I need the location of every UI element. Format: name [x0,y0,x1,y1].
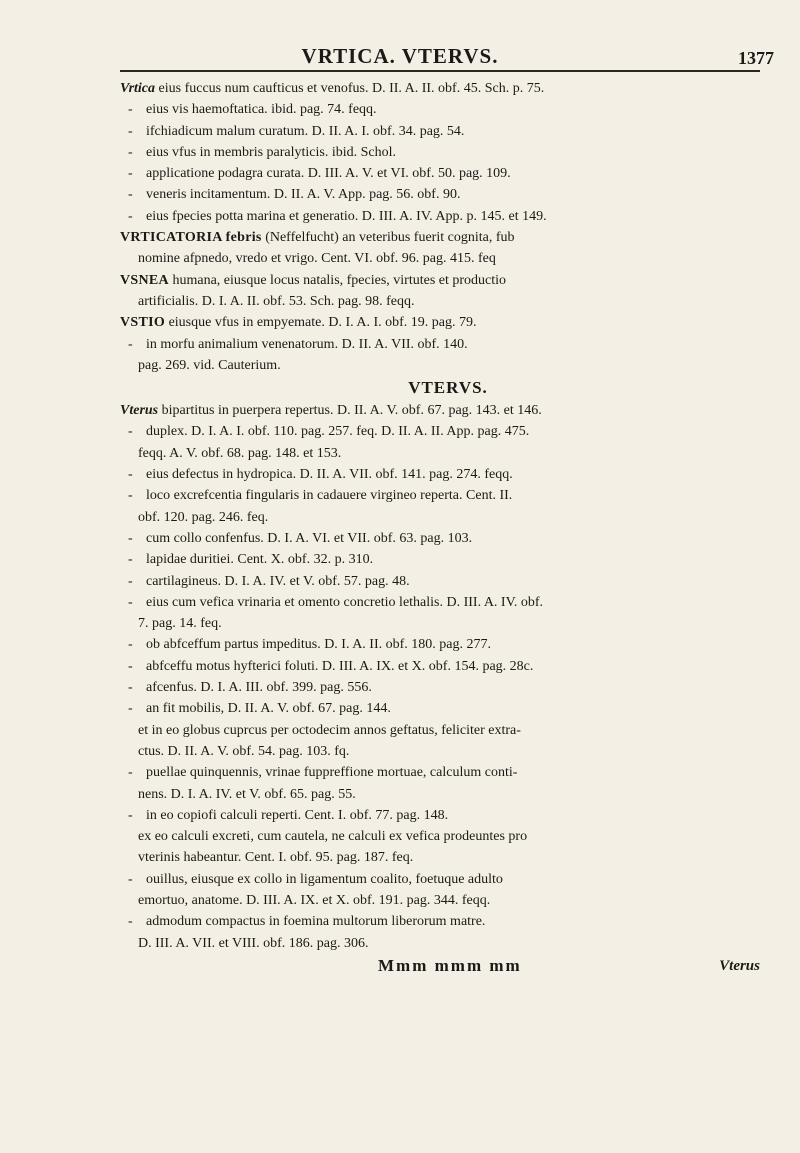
entry-text: eius vis haemoftatica. ibid. pag. 74. feqq. [146,102,377,118]
index-line [120,312,768,333]
entry-text: afcenfus. D. I. A. III. obf. 399. pag. 556. [146,680,372,696]
repeat-dash: - [128,336,133,352]
index-line [120,270,768,291]
index-line [128,741,768,762]
repeat-dash: - [128,488,133,504]
index-line [120,78,768,99]
entry-text: nomine afpnedo, vredo et vrigo. Cent. VI. obf. 96. pag. 415. feq [138,251,496,267]
repeat-dash: - [128,208,133,224]
index-line [128,890,768,911]
entry-text: ob abfceffum partus impeditus. D. I. A. II. obf. 180. pag. 277. [146,637,492,653]
index-line [128,720,768,741]
index-line [128,805,768,826]
entry-text: feqq. A. V. obf. 68. pag. 148. et 153. [138,445,342,461]
entry-headword: Vrtica [120,81,156,96]
repeat-dash: - [128,123,133,139]
index-line [128,485,768,506]
index-line [128,911,768,932]
repeat-dash: - [128,552,133,568]
page-number: 1377 [738,48,774,68]
repeat-dash: - [128,594,133,610]
entry-text: bipartitus in puerpera repertus. D. II. A. V. obf. 67. pag. 143. et 146. [161,403,542,419]
entry-text: eiusque vfus in empyemate. D. I. A. I. obf. 19. pag. 79. [168,315,477,331]
entry-text: duplex. D. I. A. I. obf. 110. pag. 257. feq. D. II. A. II. App. pag. 475. [146,424,530,440]
header-rule [120,70,760,72]
entry-headword: Vterus [120,403,159,419]
entry-text: veneris incitamentum. D. II. A. V. App. pag. 56. obf. 90. [146,187,461,203]
index-line [128,163,768,184]
index-line [128,634,768,655]
index-line [128,528,768,549]
index-line [128,355,768,376]
index-line [128,443,768,464]
signature-mark: Mmm mmm mm [378,955,522,975]
index-line [128,549,768,570]
index-line [128,291,768,312]
entry-text: ex eo calculi excreti, cum cautela, ne calculi ex vefica prodeuntes pro [138,829,528,845]
repeat-dash: - [128,144,133,160]
entry-text: D. III. A. VII. et VIII. obf. 186. pag. 306. [138,935,369,951]
index-line [128,184,768,205]
repeat-dash: - [128,467,133,483]
repeat-dash: - [128,166,133,182]
entry-text: eius vfus in membris paralyticis. ibid. Schol. [146,144,397,160]
index-line [128,762,768,783]
index-line [128,99,768,120]
entry-text: vterinis habeantur. Cent. I. obf. 95. pag. 187. feq. [138,850,414,866]
entry-text: eius fpecies potta marina et generatio. D. III. A. IV. App. p. 145. et 149. [146,208,547,224]
entry-text: abfceffu motus hyfterici foluti. D. III. A. IX. et X. obf. 154. pag. 28c. [146,658,534,674]
index-line [128,121,768,142]
page-footer [128,954,768,978]
repeat-dash: - [128,871,133,887]
index-line [128,464,768,485]
repeat-dash: - [128,424,133,440]
catchword: Vterus [719,957,760,974]
entry-text: applicatione podagra curata. D. III. A. V. et VI. obf. 50. pag. 109. [146,166,511,182]
entry-text: eius cum vefica vrinaria et omento concretio lethalis. D. III. A. IV. obf. [146,594,544,610]
entry-text: cum collo confenfus. D. I. A. VI. et VII. obf. 63. pag. 103. [146,530,473,546]
entry-text: artificialis. D. I. A. II. obf. 53. Sch. pag. 98. feqq. [138,293,415,309]
index-line [128,656,768,677]
entry-text: puellae quinquennis, vrinae fuppreffione mortuae, calculum conti- [146,765,518,781]
entry-text: ifchiadicum malum curatum. D. II. A. I. obf. 34. pag. 54. [146,123,465,139]
repeat-dash: - [128,530,133,546]
index-line [120,227,768,248]
entry-text: 7. pag. 14. feq. [138,616,222,632]
entry-text: ctus. D. II. A. V. obf. 54. pag. 103. fq. [138,743,350,759]
index-line [128,248,768,269]
entry-text: loco excrefcentia fingularis in cadauere virgineo reperta. Cent. II. [146,488,513,504]
entry-text: et in eo globus cuprcus per octodecim annos geftatus, feliciter extra- [138,722,521,738]
index-line [128,933,768,954]
entry-text: an fit mobilis, D. II. A. V. obf. 67. pag. 144. [146,701,391,717]
index-line [128,784,768,805]
entry-text: ouillus, eiusque ex collo in ligamentum coalito, foetuque adulto [146,871,503,887]
repeat-dash: - [128,701,133,717]
entry-text: in morfu animalium venenatorum. D. II. A. VII. obf. 140. [146,336,468,352]
section-heading: VTERVS. [408,378,488,398]
entry-text: humana, eiusque locus natalis, fpecies, virtutes et productio [172,272,507,288]
repeat-dash: - [128,914,133,930]
entry-text: lapidae duritiei. Cent. X. obf. 32. p. 310. [146,552,374,568]
entry-text: eius defectus in hydropica. D. II. A. VII. obf. 141. pag. 274. feqq. [146,467,513,483]
repeat-dash: - [128,637,133,653]
repeat-dash: - [128,658,133,674]
repeat-dash: - [128,807,133,823]
repeat-dash: - [128,680,133,696]
index-line [128,698,768,719]
index-line [128,421,768,442]
index-entries [120,78,768,978]
repeat-dash: - [128,187,133,203]
repeat-dash: - [128,102,133,118]
repeat-dash: - [128,765,133,781]
entry-text: obf. 120. pag. 246. feq. [138,509,269,525]
entry-text: (Neffelfucht) an veteribus fuerit cognita, fub [265,230,515,246]
index-line [128,507,768,528]
index-line [128,677,768,698]
entry-text: in eo copiofi calculi reperti. Cent. I. obf. 77. pag. 148. [146,807,449,823]
entry-headword: VSTIO [120,315,166,331]
index-line [128,206,768,227]
running-title: VRTICA. VTERVS. [301,44,499,68]
index-line [120,400,768,421]
index-line [128,826,768,847]
entry-headword: VRTICATORIA febris [120,230,262,246]
index-line [128,613,768,634]
index-line [128,592,768,613]
entry-headword: VSNEA [120,272,169,288]
index-line [128,571,768,592]
entry-text: cartilagineus. D. I. A. IV. et V. obf. 57. pag. 48. [146,573,410,589]
entry-text: admodum compactus in foemina multorum liberorum matre. [146,914,486,930]
index-line [128,142,768,163]
repeat-dash: - [128,573,133,589]
index-line [128,334,768,355]
entry-text: eius fuccus num caufticus et venofus. D. II. A. II. obf. 45. Sch. p. 75. [158,81,545,96]
index-line [128,847,768,868]
entry-text: pag. 269. vid. Cauterium. [138,357,281,373]
entry-text: nens. D. I. A. IV. et V. obf. 65. pag. 55. [138,786,356,802]
index-line [128,869,768,890]
entry-text: emortuo, anatome. D. III. A. IX. et X. obf. 191. pag. 344. feqq. [138,892,491,908]
